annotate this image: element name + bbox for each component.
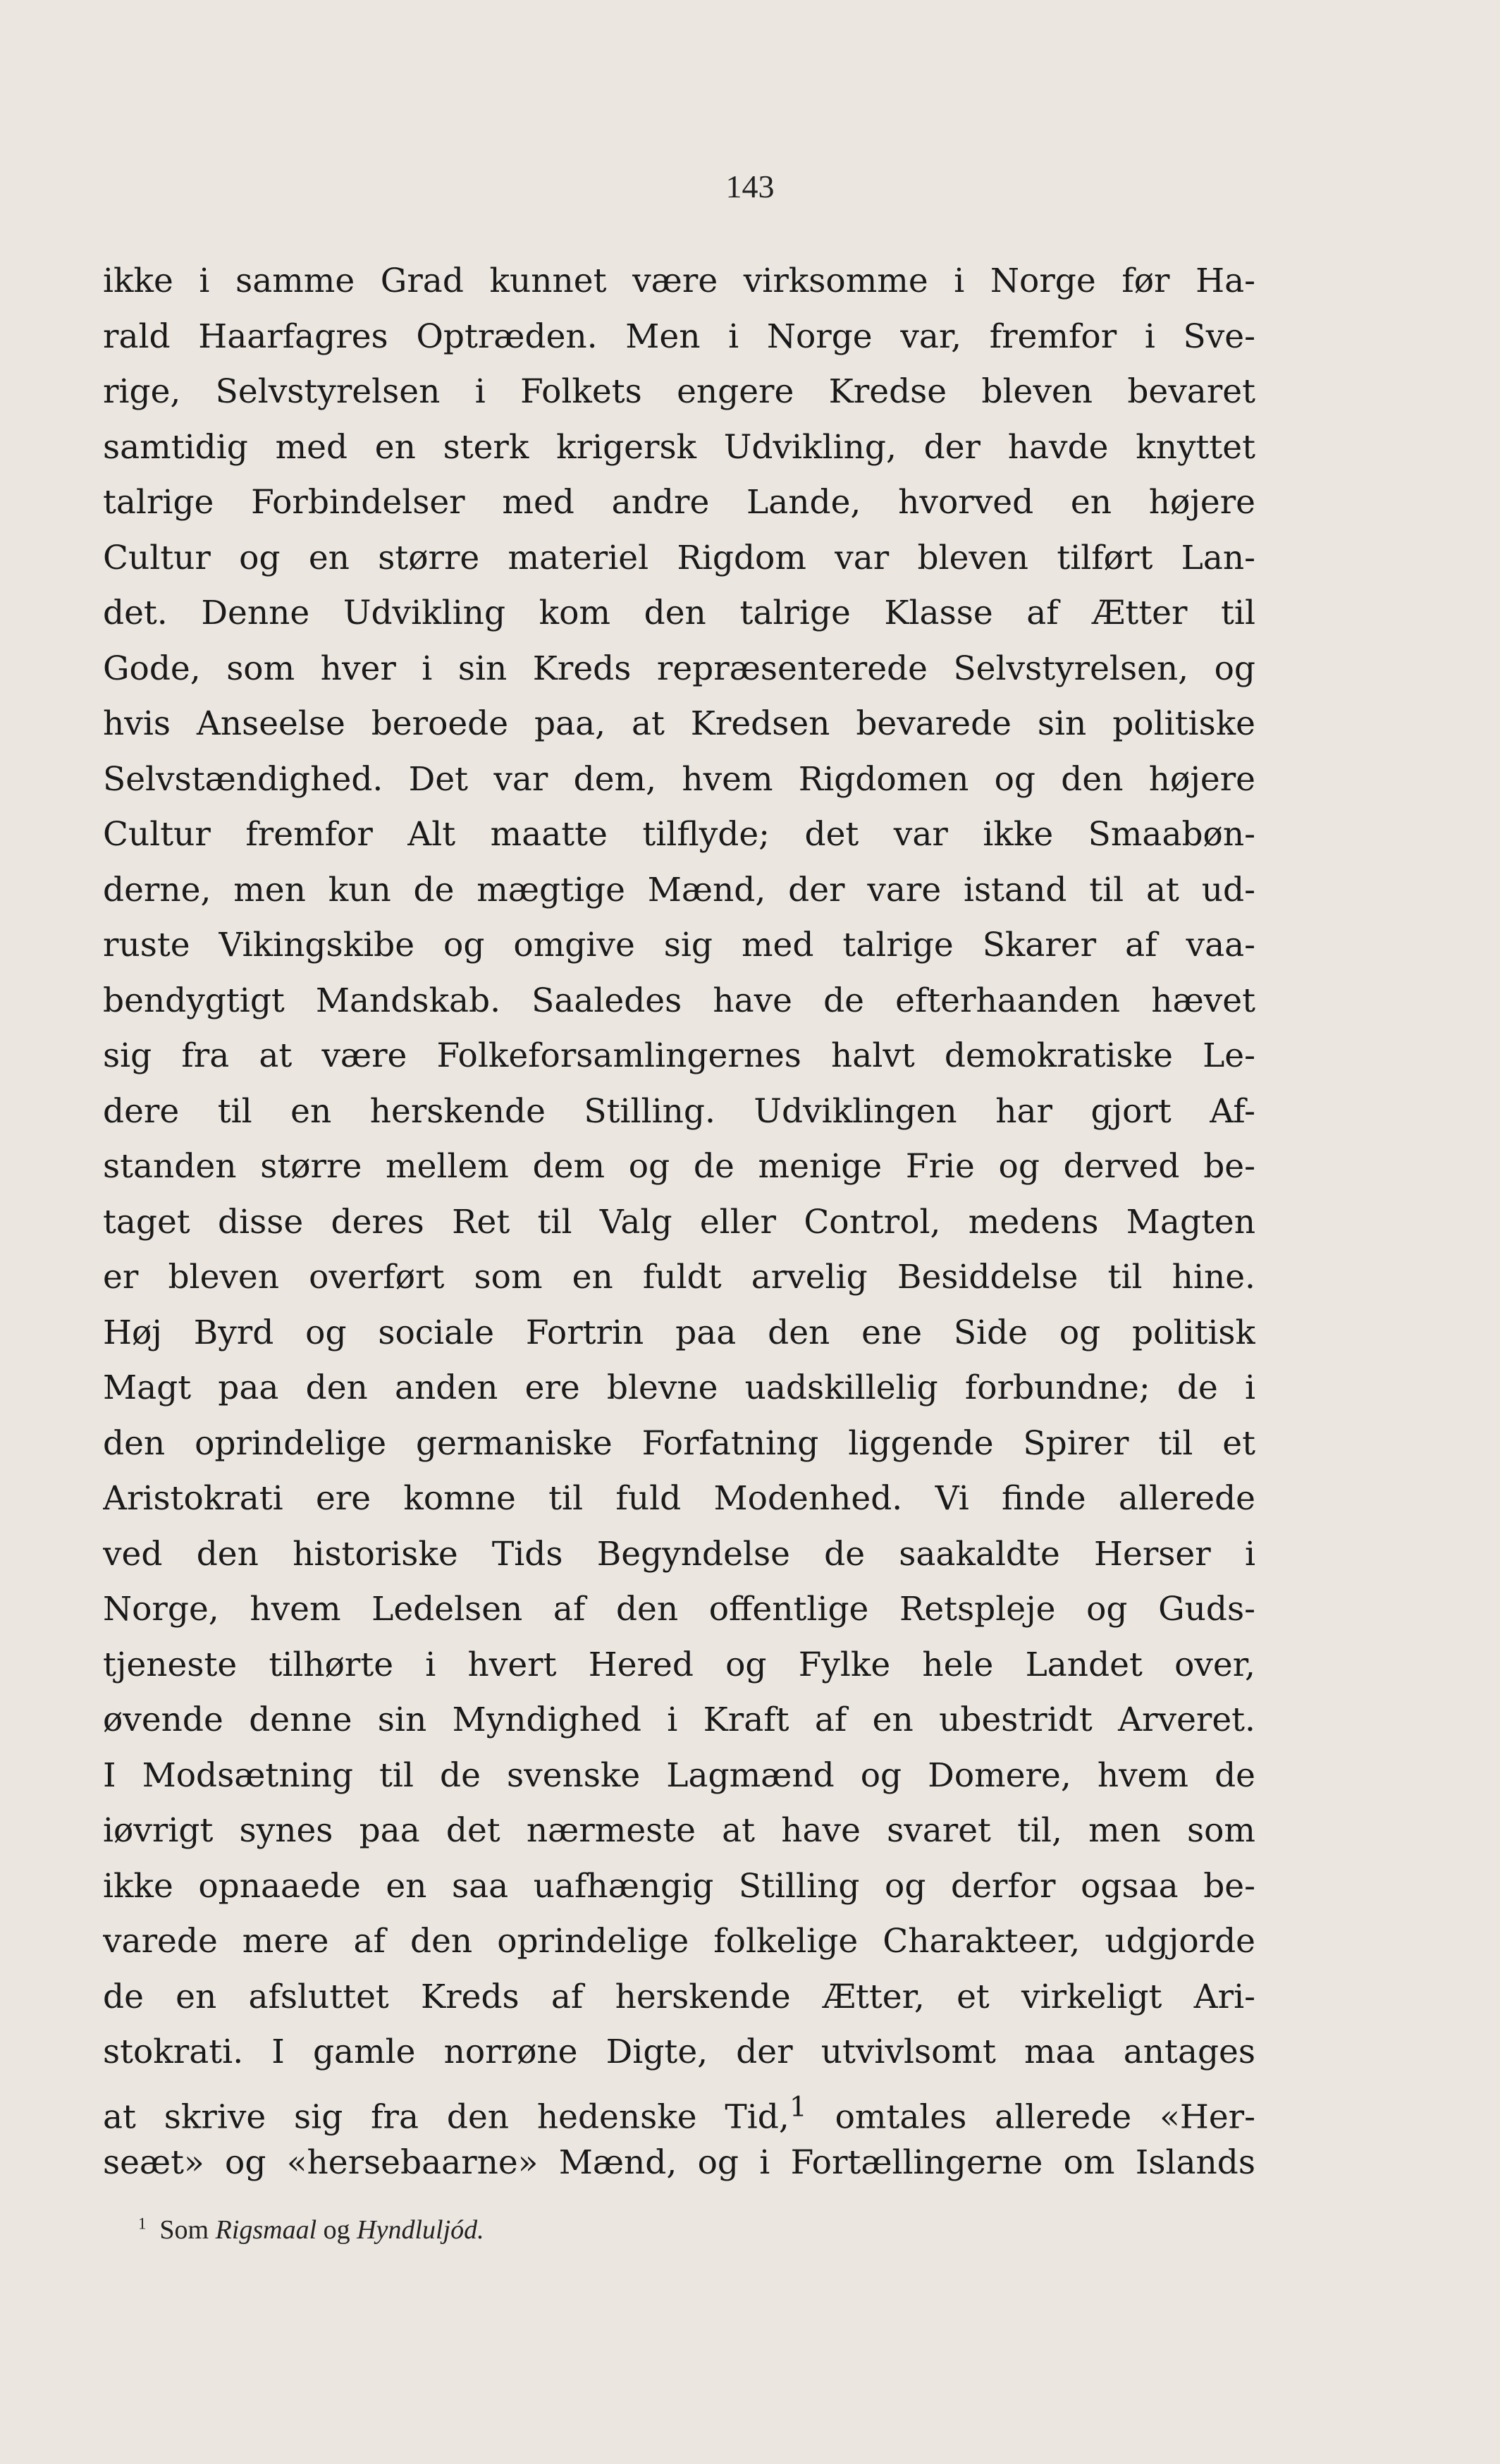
text-line: den oprindelige germaniske Forfatning liggende Spirer til et — [103, 1423, 1255, 1463]
text-line-with-footnote-ref — [103, 2080, 1255, 2136]
text-line: Selvstændighed. Det var dem, hvem Rigdomen og den højere — [103, 759, 1255, 799]
footnote — [138, 2209, 484, 2251]
text-line: ved den historiske Tids Begyndelse de saakaldte Herser i — [103, 1534, 1255, 1574]
text-line: øvende denne sin Myndighed i Kraft af en ubestridt Arveret. — [103, 1700, 1255, 1739]
text-line: rald Haarfagres Optræden. Men i Norge var, fremfor i Sve- — [103, 317, 1255, 356]
footnote-prefix: Som — [159, 2215, 209, 2245]
text-line: standen større mellem dem og de menige Frie og derved be- — [103, 1147, 1255, 1186]
text-line: Magt paa den anden ere blevne uadskillelig forbundne; de i — [103, 1368, 1255, 1407]
text-line: ruste Vikingskibe og omgive sig med talrige Skarer af vaa- — [103, 926, 1255, 964]
text-line: samtidig med en sterk krigersk Udvikling, der havde knyttet — [103, 427, 1255, 467]
text-line: det. Denne Udvikling kom den talrige Klasse af Ætter til — [103, 594, 1255, 632]
text-line: Høj Byrd og sociale Fortrin paa den ene Side og politisk — [103, 1313, 1255, 1352]
text-line: I Modsætning til de svenske Lagmænd og Domere, hvem de — [103, 1755, 1255, 1795]
footnote-marker: 1 — [138, 2214, 147, 2233]
text-line: ikke i samme Grad kunnet være virksomme i Norge før Ha- — [103, 262, 1255, 300]
text-line: stokrati. I gamle norrøne Digte, der utvivlsomt maa antages — [103, 2033, 1255, 2071]
footnote-connector: og — [323, 2215, 350, 2245]
footnote-title-rigsmaal: Rigsmaal — [215, 2215, 317, 2245]
footnote-reference: 1 — [789, 2091, 807, 2123]
line-text-after-ref: omtales allerede «Her- — [806, 2097, 1255, 2135]
text-line: ikke opnaaede en saa uafhængig Stilling og derfor ogsaa be- — [103, 1866, 1255, 1906]
text-line: bendygtigt Mandskab. Saaledes have de efterhaanden hævet — [103, 981, 1255, 1020]
text-line: varede mere af den oprindelige folkelige Charakteer, udgjorde — [103, 1922, 1255, 1961]
body-text — [103, 254, 1255, 2191]
line-text-before-ref: at skrive sig fra den hedenske Tid, — [103, 2097, 789, 2135]
text-line: talrige Forbindelser med andre Lande, hvorved en højere — [103, 483, 1255, 522]
text-line: Cultur fremfor Alt maatte tilflyde; det var ikke Smaabøn- — [103, 815, 1255, 854]
text-line: er bleven overført som en fuldt arvelig Besiddelse til hine. — [103, 1258, 1255, 1297]
text-line: tjeneste tilhørte i hvert Hered og Fylke hele Landet over, — [103, 1645, 1255, 1684]
text-line: sig fra at være Folkeforsamlingernes halvt demokratiske Le- — [103, 1036, 1255, 1075]
text-line: taget disse deres Ret til Valg eller Control, medens Magten — [103, 1202, 1255, 1242]
text-line: iøvrigt synes paa det nærmeste at have svaret til, men som — [103, 1811, 1255, 1850]
text-line: dere til en herskende Stilling. Udviklingen har gjort Af- — [103, 1091, 1255, 1131]
text-line: de en afsluttet Kreds af herskende Ætter, et virkeligt Ari- — [103, 1977, 1255, 2016]
text-line: hvis Anseelse beroede paa, at Kredsen bevarede sin politiske — [103, 704, 1255, 743]
page-number: 143 — [725, 168, 775, 204]
text-line: Norge, hvem Ledelsen af den offentlige Retspleje og Guds- — [103, 1590, 1255, 1629]
text-line: derne, men kun de mægtige Mænd, der vare istand til at ud- — [103, 870, 1255, 909]
text-line: seæt» og «hersebaarne» Mænd, og i Fortællingerne om Islands — [103, 2143, 1255, 2182]
text-line: Cultur og en større materiel Rigdom var bleven tilført Lan- — [103, 538, 1255, 577]
text-line: rige, Selvstyrelsen i Folkets engere Kredse bleven bevaret — [103, 372, 1255, 411]
text-line: Gode, som hver i sin Kreds repræsenterede Selvstyrelsen, og — [103, 649, 1255, 688]
footnote-title-hyndluljod: Hyndluljód. — [357, 2215, 484, 2245]
text-line: Aristokrati ere komne til fuld Modenhed. Vi finde allerede — [103, 1479, 1255, 1518]
